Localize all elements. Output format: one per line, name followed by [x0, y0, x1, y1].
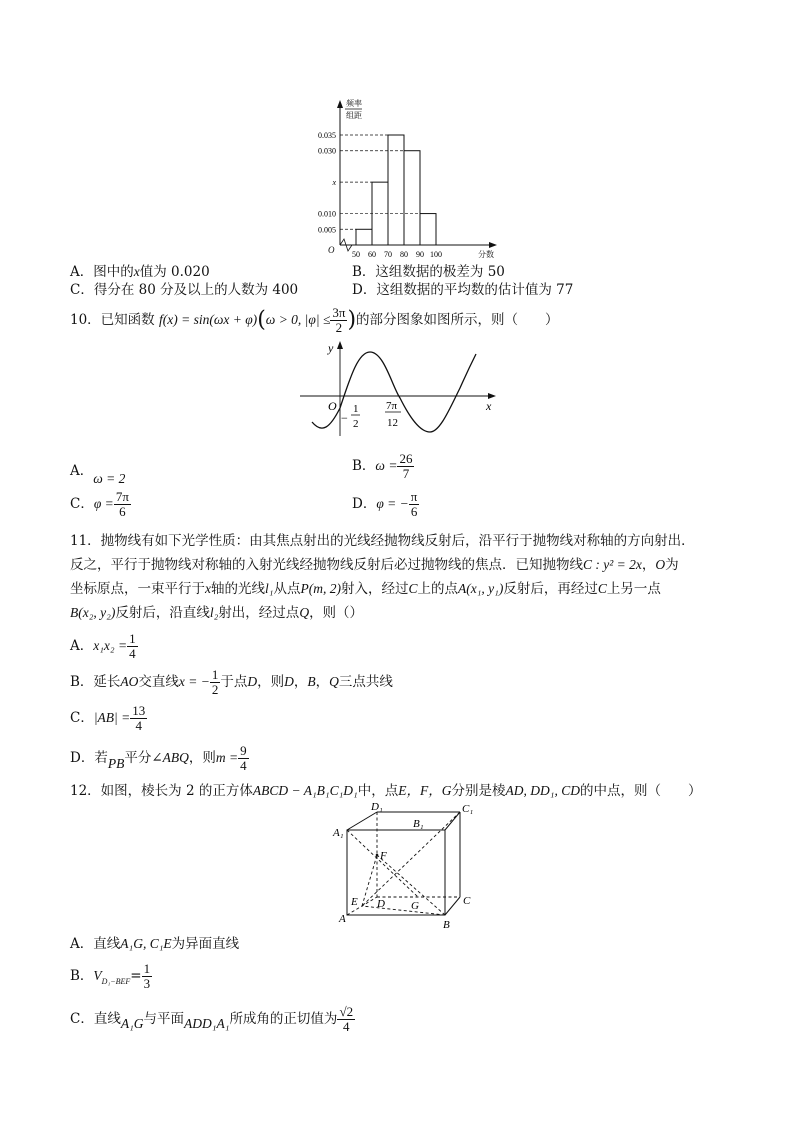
cube-label-b1: B₁	[413, 818, 424, 830]
hist-x-tick: 50	[352, 250, 360, 259]
cube-label-f: F	[380, 850, 387, 862]
graph-x-label: x	[486, 399, 492, 413]
q11-line1: 11．抛物线有如下光学性质：由其焦点射出的光线经抛物线反射后，沿平行于抛物线对称轴的方向射出．	[70, 533, 695, 549]
cube-label-c: C	[463, 895, 471, 907]
cube-label-e: E	[351, 896, 358, 908]
cube-diagram	[325, 800, 485, 935]
cube-label-d1: D₁	[371, 801, 383, 813]
hist-bar	[356, 229, 372, 245]
q10-stem: 10．已知函数 f(x) = sin(ωx + φ)(ω > 0, |φ| ≤ $\frac{3\pi}{2}$ )的部分图象如图所示，则（ ）	[70, 305, 559, 335]
hist-ylabel-top: 频率	[346, 99, 362, 108]
q10-option-a: A．ω = 2	[70, 463, 126, 486]
hist-y-tick: 0.030	[318, 146, 336, 156]
graph-neg-sign: −	[341, 411, 348, 425]
q9-option-b: B．这组数据的极差为 50	[352, 264, 505, 280]
frequency-histogram	[290, 95, 510, 260]
sine-graph	[300, 338, 500, 438]
hist-x-tick: 90	[416, 250, 424, 259]
q12-stem: 12．如图，棱长为 2 的正方体ABCD − A₁B₁C₁D₁中，点E，F，G分别是棱AD, DD₁, CD的中点，则（ ）	[70, 783, 702, 799]
q11-option-d: D．若PB平分∠ABQ，则m = $\frac{9}{4}$	[70, 743, 247, 773]
hist-bar	[404, 151, 420, 245]
graph-7pi-num: 7π	[386, 400, 398, 412]
graph-half-den: 2	[353, 418, 359, 430]
q10-option-c: C．φ = $\frac{7\pi}{6}$	[70, 489, 129, 519]
cube-label-a: A	[339, 913, 346, 925]
graph-origin: O	[328, 399, 337, 413]
hist-x-tick: 80	[400, 250, 408, 259]
hist-x-tick: 70	[384, 250, 392, 259]
hist-ylabel-bottom: 组距	[346, 111, 362, 120]
q11-option-a: A．x₁x₂ = $\frac{1}{4}$	[70, 631, 136, 661]
hist-origin: O	[328, 245, 335, 255]
q9-option-a: A．图中的x值为 0.020	[70, 264, 210, 280]
hist-y-tick: x	[332, 178, 336, 188]
q9-option-d: D．这组数据的平均数的估计值为 77	[352, 282, 574, 298]
hist-bar	[388, 135, 404, 245]
q9-a-var: x	[133, 264, 140, 279]
cube-label-d: D	[377, 898, 385, 910]
q11-line4: B(x₂, y₂)反射后，沿直线l₂射出，经过点Q，则（）	[70, 605, 364, 621]
q12-option-a: A．直线A₁G, C₁E为异面直线	[70, 936, 240, 952]
graph-7pi-den: 12	[387, 417, 398, 429]
hist-x-unit: 分数	[478, 250, 494, 259]
hist-x-tick: 100	[430, 250, 442, 259]
hist-y-tick: 0.035	[318, 131, 336, 140]
q12-option-b: B．$V_{D_1-BEF}=$ $\frac{1}{3}$	[70, 961, 151, 991]
q11-line2: 反之，平行于抛物线对称轴的入射光线经抛物线反射后必过抛物线的焦点．已知抛物线C : y² = 2x，O为	[70, 557, 679, 573]
hist-x-tick: 60	[368, 250, 376, 259]
q12-option-c: C．直线A₁G与平面ADD₁A₁所成角的正切值为 $\frac{√2}{4}$	[70, 1004, 354, 1034]
cube-label-a1: A₁	[333, 827, 344, 839]
q9-option-c: C．得分在 80 分及以上的人数为 400	[70, 282, 299, 298]
q10-option-d: D．φ = − $\frac{\pi}{6}$	[352, 489, 418, 519]
cube-label-c1: C₁	[462, 803, 474, 815]
q10-option-b: B．ω = $\frac{26}{7}$	[352, 451, 413, 481]
q11-option-c: C．|AB| = $\frac{13}{4}$	[70, 703, 146, 733]
cube-label-b: B	[443, 919, 450, 931]
hist-bar	[420, 214, 436, 245]
q11-option-b: B．延长AO交直线x = − $\frac{1}{2}$ 于点D，则D，B，Q三点共线	[70, 667, 393, 697]
cube-label-g: G	[411, 900, 419, 912]
hist-y-tick: 0.005	[318, 225, 336, 235]
q11-line3: 坐标原点，一束平行于x轴的光线l₁从点P(m, 2)射入，经过C上的点A(x₁, y₁)反射后，再经过C上另一点	[70, 581, 661, 597]
hist-y-tick: 0.010	[318, 209, 336, 219]
graph-y-label: y	[328, 341, 334, 355]
q10-func: f(x) = sin(ωx + φ)	[158, 312, 258, 327]
graph-half-num: 1	[353, 403, 359, 415]
